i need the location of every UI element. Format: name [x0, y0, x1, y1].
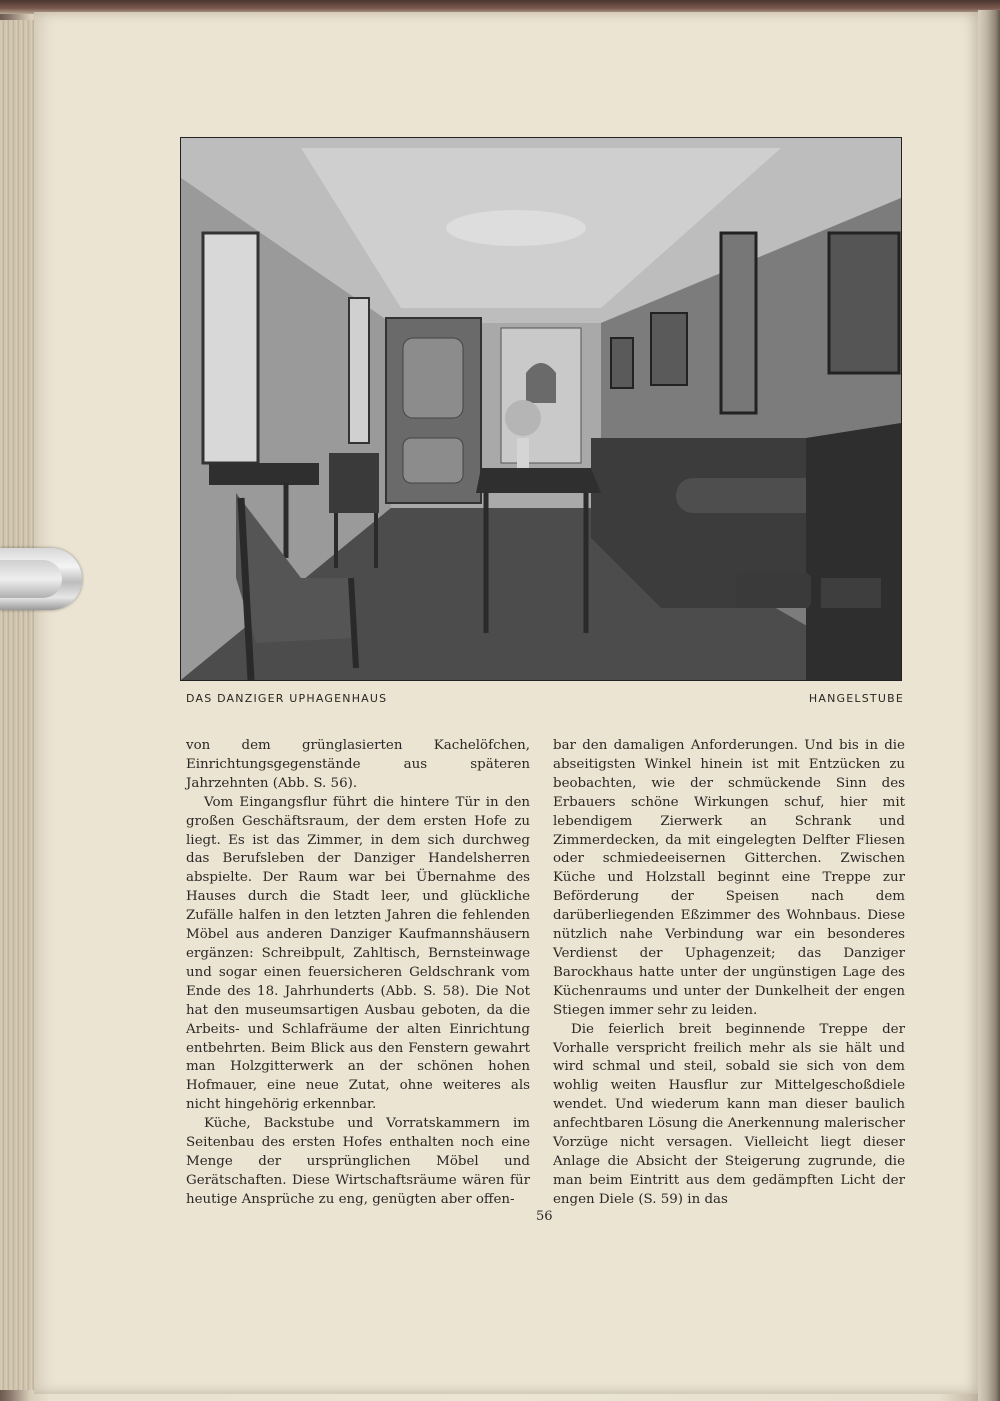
paper-clip-inner: [0, 560, 62, 598]
paragraph: bar den damaligen Anforderungen. Und bis in die abseitigsten Winkel hinein ist mit Entzücken zu beobachten, wie der schmückende Sinn des Erbauers schöne Wirkungen schuf, hier mit lebendigem Zierwerk an Schrank und Zimmerdecken, da mit eingelegten Delfter Fliesen oder schmiedeeisernen Gitterchen. Zwischen Küche und Holzstall beginnt eine Treppe zur Beförderung der Speisen nach dem darüberliegenden Eßzimmer des Wohnbaus. Diese nützlich nahe Verbindung war ein besonderes Verdienst der Uphagenzeit; das Danziger Barockhaus hatte unter der ungünstigen Lage des Küchenraums und unter der Dunkelheit der engen Stiegen immer sehr zu leiden.: [553, 738, 905, 1018]
photo-illustration: [181, 138, 901, 680]
paragraph: von dem grünglasierten Kachelöfchen, Einrichtungsgegenstände aus späteren Jahrzehnten (Abb. S. 56).: [186, 738, 530, 791]
page-edges-right: [978, 10, 1000, 1401]
page-edges-left: [0, 20, 34, 1390]
page-number: 56: [536, 1209, 553, 1224]
caption-right: HANGELSTUBE: [808, 692, 904, 705]
text-column-left: [186, 737, 530, 1210]
caption-left: DAS DANZIGER UPHAGENHAUS: [186, 692, 388, 705]
paragraph: Küche, Backstube und Vorratskammern im Seitenbau des ersten Hofes enthalten noch eine Menge der ursprünglichen Möbel und Gerätschaften. Diese Wirtschaftsräume wären für heutige Ansprüche zu eng, genügten aber offen-: [186, 1116, 530, 1207]
text-column-right: [553, 737, 905, 1210]
paragraph: Die feierlich breit beginnende Treppe der Vorhalle verspricht freilich mehr als sie hält und wird schmal und steil, sobald sie sich von dem wohlig weiten Hausflur zur Mittelgeschoßdiele wendet. Und wiederum kann man dieser baulich anfechtbaren Lösung die Anerkennung malerischer Vorzüge nicht versagen. Vielleicht liegt dieser Anlage die Absicht der Steigerung zugrunde, die man beim Eintritt aus dem gedämpften Licht der engen Diele (S. 59) in das: [553, 1021, 905, 1207]
paragraph: Vom Eingangsflur führt die hintere Tür in den großen Geschäftsraum, der dem ersten Hofe zu liegt. Es ist das Zimmer, in dem sich durchweg das Berufsleben der Danziger Handelsherren abspielte. Der Raum war bei Übernahme des Hauses durch die Stadt leer, und glückliche Zufälle halfen in den letzten Jahren die fehlenden Möbel aus anderen Danziger Kaufmannshäusern ergänzen: Schreibpult, Zahltisch, Bernsteinwage und sogar einen feuersicheren Geldschrank vom Ende des 18. Jahrhunderts (Abb. S. 58). Die Not hat den museumsartigen Ausbau geboten, da die Arbeits- und Schlafräume der alten Einrichtung entbehrten. Beim Blick aus den Fenstern gewahrt man Holzgitterwerk an der schönen hohen Hofmauer, eine neue Zutat, ohne weiteres als nicht hingehörig erkennbar.: [186, 794, 530, 1113]
interior-photograph: [180, 137, 902, 681]
